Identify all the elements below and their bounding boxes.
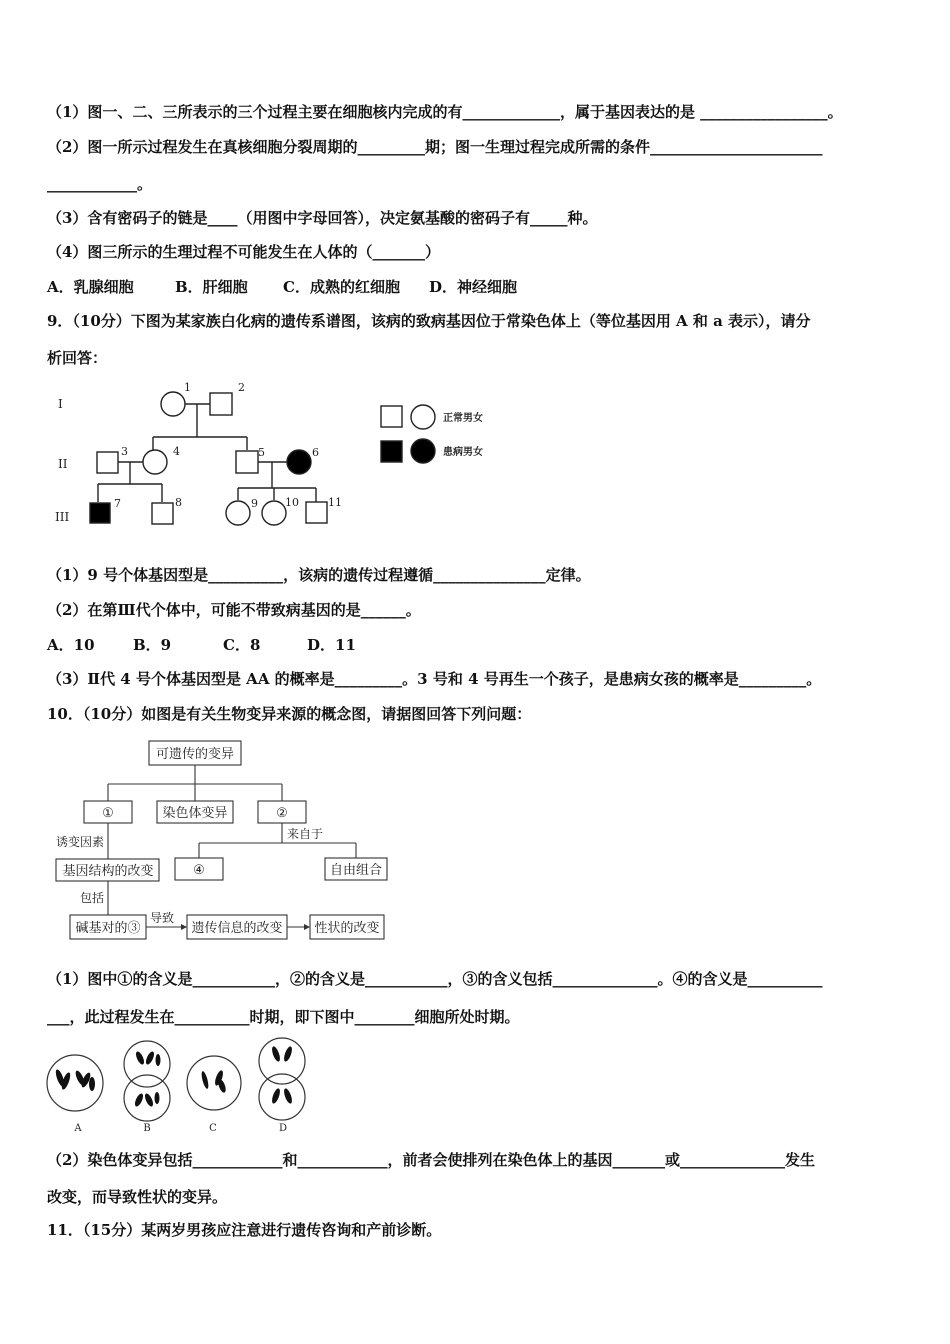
q9-option-d[interactable]: D．11 [307, 636, 356, 654]
q10-part2-line1: （2）染色体变异包括____________和____________，前者会使排列在染色体上的基因_______或______________发生 [47, 1151, 815, 1169]
q9-part2: （2）在第Ⅲ代个体中，可能不带致病基因的是______。 [47, 601, 421, 619]
q11-stem: 11．（15分）某两岁男孩应注意进行遗传咨询和产前诊断。 [47, 1221, 442, 1239]
q8-part2-line1: （2）图一所示过程发生在真核细胞分裂周期的_________期；图一生理过程完成所需的条件_______________________ [47, 138, 823, 156]
q8-part3: （3）含有密码子的链是____（用图中字母回答），决定氨基酸的密码子有_____种。 [47, 209, 598, 227]
cell-label-b: B [143, 1123, 151, 1134]
cm-node-trait: 性状的改变 [314, 921, 380, 936]
pedigree-id-1: 1 [184, 381, 191, 394]
pedigree-id-4: 4 [173, 445, 180, 458]
cell-division-figure [0, 1035, 950, 1140]
cm-node-chromosome: 染色体变异 [162, 806, 228, 821]
gen-label-2: II [58, 457, 68, 471]
q8-options [47, 277, 517, 297]
cm-edge-from: 来自于 [287, 827, 324, 841]
concept-map [0, 735, 950, 945]
pedigree-id-11: 11 [328, 496, 342, 509]
q10-part1-line2: ___，此过程发生在__________时期，即下图中________细胞所处时期。 [47, 1008, 520, 1026]
cm-root: 可遗传的变异 [155, 747, 235, 762]
cell-label-d: D [278, 1123, 288, 1134]
gen-label-3: III [55, 510, 70, 524]
pedigree-id-3: 3 [121, 445, 128, 458]
q9-part3: （3）Ⅱ代 4 号个体基因型是 AA 的概率是_________。3 号和 4 号再生一个孩子，是患病女孩的概率是_________。 [47, 670, 822, 688]
pedigree-id-8: 8 [175, 496, 182, 509]
cm-node-base-pair: 碱基对的③ [75, 921, 141, 936]
pedigree-id-7: 7 [114, 497, 121, 510]
q8-option-a[interactable]: A．乳腺细胞 [47, 278, 134, 296]
q8-part1: （1）图一、二、三所表示的三个过程主要在细胞核内完成的有_____________，属于基因表达的是 _________________。 [47, 103, 843, 121]
cm-node-1: ① [102, 806, 114, 821]
gen-label-1: I [58, 397, 63, 411]
q9-option-b[interactable]: B．9 [133, 636, 172, 654]
q8-option-c[interactable]: C．成熟的红细胞 [283, 278, 400, 296]
q9-part1: （1）9 号个体基因型是__________，该病的遗传过程遵循_______________定律。 [47, 566, 591, 584]
cm-node-4: ④ [193, 863, 205, 878]
q9-stem-line1: 9．（10分）下图为某家族白化病的遗传系谱图，该病的致病基因位于常染色体上（等位基因用 A 和 a 表示），请分 [47, 312, 811, 330]
cm-edge-include: 包括 [80, 891, 105, 905]
pedigree-id-6: 6 [312, 446, 319, 459]
legend-normal-label: 正常男女 [443, 413, 483, 424]
q10-part1-line1: （1）图中①的含义是___________，②的含义是___________，③的含义包括______________。④的含义是__________ [47, 970, 823, 988]
pedigree-id-10: 10 [285, 496, 299, 509]
legend-affected-label: 患病男女 [443, 447, 483, 458]
q9-option-a[interactable]: A．10 [47, 636, 95, 654]
q9-options [47, 635, 356, 655]
q8-option-b[interactable]: B．肝细胞 [175, 278, 248, 296]
cm-node-genetic-info: 遗传信息的改变 [191, 921, 283, 936]
cm-edge-mutagen: 诱变因素 [56, 835, 105, 849]
cm-node-free-combination: 自由组合 [329, 863, 383, 878]
pedigree-id-9: 9 [251, 497, 258, 510]
cm-node-2: ② [276, 806, 288, 821]
q9-option-c[interactable]: C．8 [223, 636, 261, 654]
cell-label-a: A [74, 1123, 82, 1134]
cm-node-gene-structure: 基因结构的改变 [62, 864, 154, 879]
cell-label-c: C [209, 1123, 217, 1134]
q10-part2-line2: 改变，而导致性状的变异。 [47, 1188, 228, 1206]
q10-stem: 10．（10分）如图是有关生物变异来源的概念图，请据图回答下列问题： [47, 705, 532, 723]
pedigree-chart [0, 370, 950, 540]
cm-edge-lead: 导致 [150, 911, 175, 925]
q8-option-d[interactable]: D．神经细胞 [429, 278, 518, 296]
q8-part4: （4）图三所示的生理过程不可能发生在人体的（_______） [47, 243, 440, 261]
q8-part2-line2: ____________。 [47, 175, 153, 193]
pedigree-id-2: 2 [238, 381, 245, 394]
pedigree-id-5: 5 [258, 446, 265, 459]
q9-stem-line2: 析回答： [47, 349, 108, 367]
